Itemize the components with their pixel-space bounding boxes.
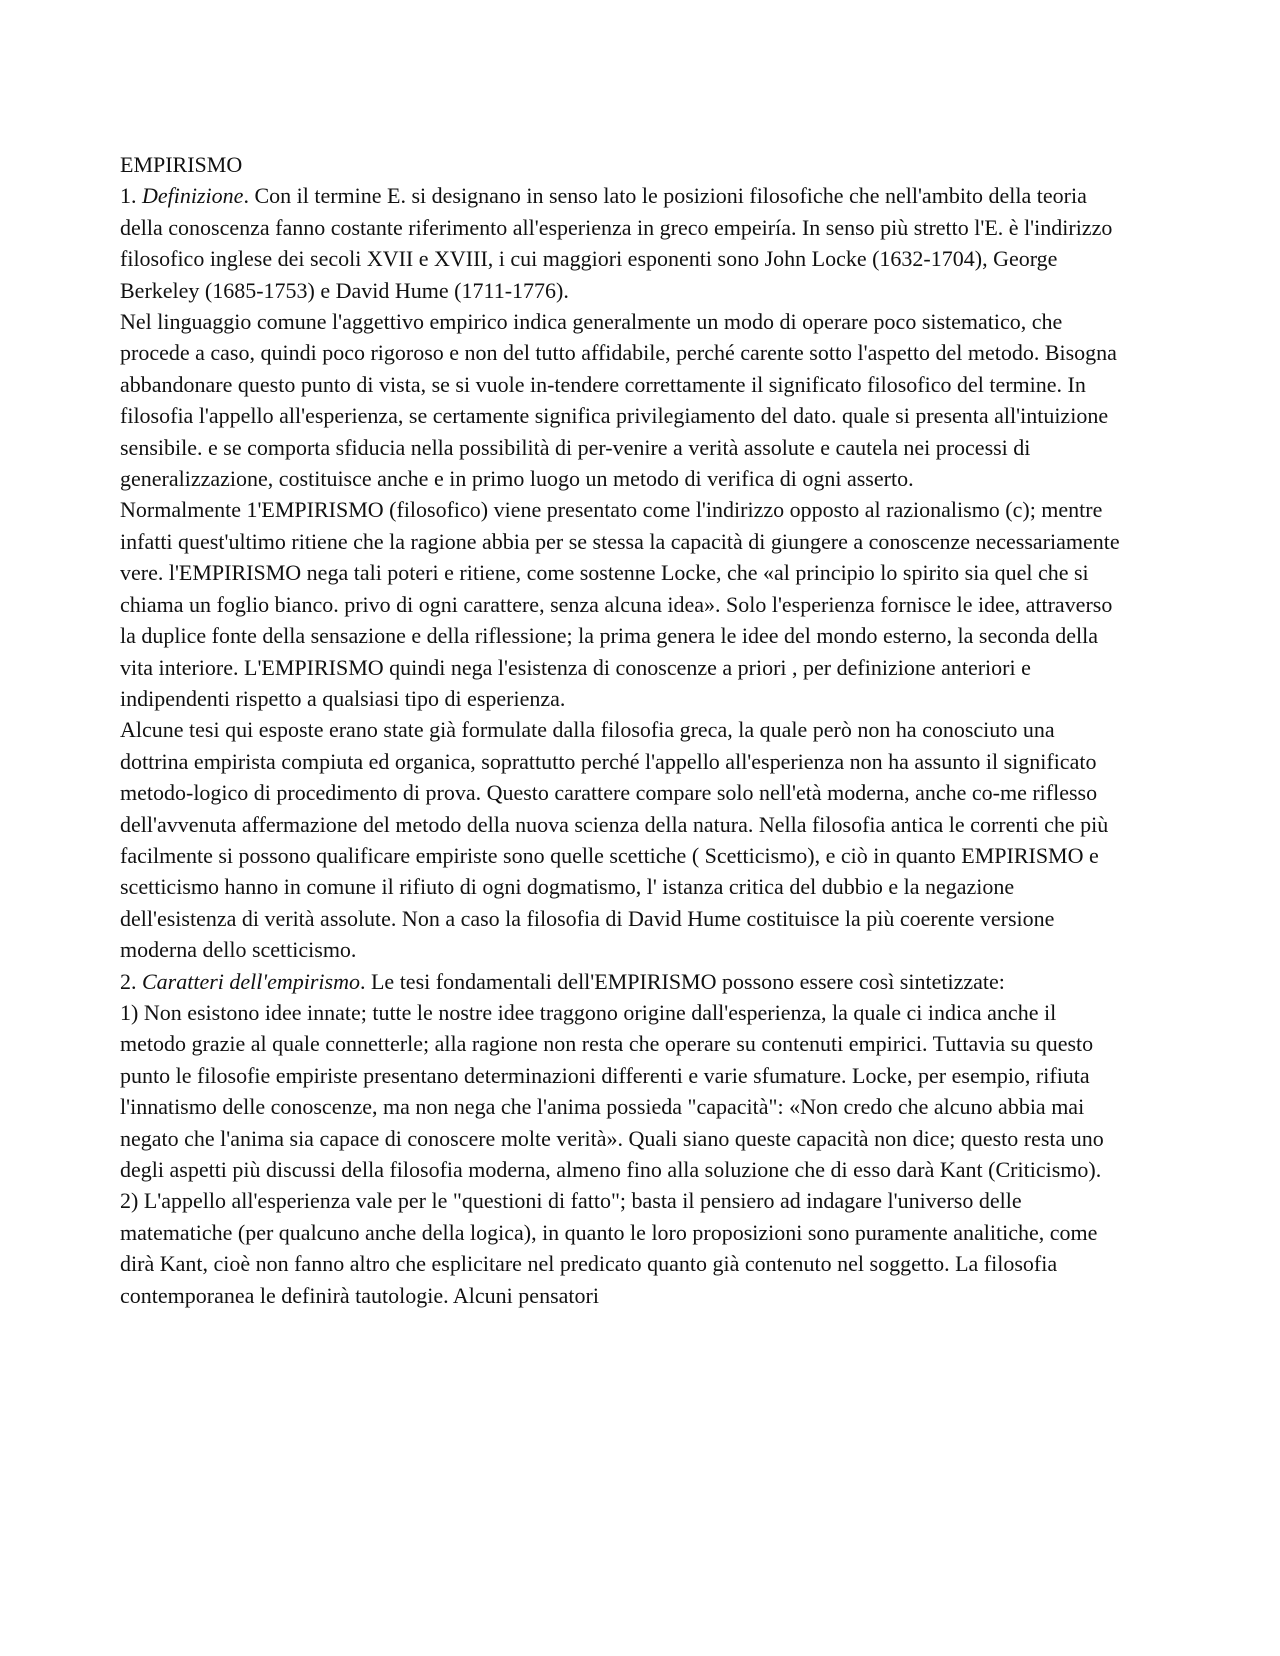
paragraph — [120, 1185, 1120, 1311]
paragraph-text: 2) L'appello all'esperienza vale per le "questioni di fatto"; basta il pensiero ad indagare l'universo delle matematiche (per qualcuno anche della logica), in quanto le loro proposizioni sono puramente analitiche, come dirà Kant, cioè non fanno altro che esplicitare nel predicato quanto già contenuto nel soggetto. La filosofia contemporanea le definirà tautologie. Alcuni pensatori — [120, 1188, 1098, 1308]
paragraph — [120, 180, 1120, 306]
paragraph-text: Nel linguaggio comune l'aggettivo empirico indica generalmente un modo di operare poco sistematico, che procede a caso, quindi poco rigoroso e non del tutto affidabile, perché carente sotto l'aspetto del metodo. Bisogna abbandonare questo punto di vista, se si vuole in-tendere correttamente il significato filosofico del termine. In filosofia l'appello all'esperienza, se certamente significa privilegiamento del dato. quale si presenta all'intuizione sensibile. e se comporta sfiducia nella possibilità di per-venire a verità assolute e cautela nei processi di generalizzazione, costituisce anche e in primo luogo un metodo di verifica di ogni asserto. — [120, 309, 1117, 492]
paragraph-text: 1. — [120, 183, 142, 209]
paragraph-text: . Le tesi fondamentali dell'EMPIRISMO possono essere così sintetizzate: — [359, 968, 1005, 994]
paragraph-text: 2. — [120, 968, 142, 994]
paragraph — [120, 997, 1120, 1185]
paragraph-text: Normalmente 1'EMPIRISMO (filosofico) viene presentato come l'indirizzo opposto al razionalismo (c); mentre infatti quest'ultimo ritiene che la ragione abbia per se stessa la capacità di giungere a conoscenze necessariamente vere. l'EMPIRISMO nega tali poteri e ritiene, come sostenne Locke, che «al principio lo spirito sia quel che si chiama un foglio bianco. privo di ogni carattere, senza alcuna idea». Solo l'esperienza fornisce le idee, attraverso la duplice fonte della sensazione e della riflessione; la prima genera le idee del mondo esterno, la seconda della vita interiore. L'EMPIRISMO quindi nega l'esistenza di conoscenze a priori , per definizione anteriori e indipendenti rispetto a qualsiasi tipo di esperienza. — [120, 497, 1120, 711]
paragraph-text: . Con il termine E. si designano in senso lato le posizioni filosofiche che nell'ambito della teoria della conoscenza fanno costante riferimento all'esperienza in greco empeiría. In senso più stretto l'E. è l'indirizzo filosofico inglese dei secoli XVII e XVIII, i cui maggiori esponenti sono John Locke (1632-1704), George Berkeley (1685-1753) e David Hume (1711-1776). — [120, 183, 1113, 303]
paragraph — [120, 966, 1120, 997]
document-body — [120, 180, 1120, 1311]
paragraph — [120, 306, 1120, 494]
document-title: EMPIRISMO — [120, 152, 243, 177]
paragraph — [120, 714, 1120, 965]
document-page — [120, 149, 1120, 1311]
paragraph — [120, 494, 1120, 714]
section-heading: Definizione — [142, 183, 244, 209]
section-heading: Caratteri dell'empirismo — [142, 968, 360, 994]
paragraph-text: 1) Non esistono idee innate; tutte le nostre idee traggono origine dall'esperienza, la quale ci indica anche il metodo grazie al quale connetterle; alla ragione non resta che operare su contenuti empirici. Tuttavia su questo punto le filosofie empiriste presentano determinazioni differenti e varie sfumature. Locke, per esempio, rifiuta l'innatismo delle conoscenze, ma non nega che l'anima possieda "capacità": «Non credo che alcuno abbia mai negato che l'anima sia capace di conoscere molte verità». Quali siano queste capacità non dice; questo resta uno degli aspetti più discussi della filosofia moderna, almeno fino alla soluzione che di esso darà Kant (Criticismo). — [120, 999, 1104, 1182]
paragraph-text: Alcune tesi qui esposte erano state già formulate dalla filosofia greca, la quale però non ha conosciuto una dottrina empirista compiuta ed organica, soprattutto perché l'appello all'esperienza non ha assunto il significato metodo-logico di procedimento di prova. Questo carattere compare solo nell'età moderna, anche co-me riflesso dell'avvenuta affermazione del metodo della nuova scienza della natura. Nella filosofia antica le correnti che più facilmente si possono qualificare empiriste sono quelle scettiche ( Scetticismo), e ciò in quanto EMPIRISMO e scetticismo hanno in comune il rifiuto di ogni dogmatismo, l' istanza critica del dubbio e la negazione dell'esistenza di verità assolute. Non a caso la filosofia di David Hume costituisce la più coerente versione moderna dello scetticismo. — [120, 717, 1109, 963]
